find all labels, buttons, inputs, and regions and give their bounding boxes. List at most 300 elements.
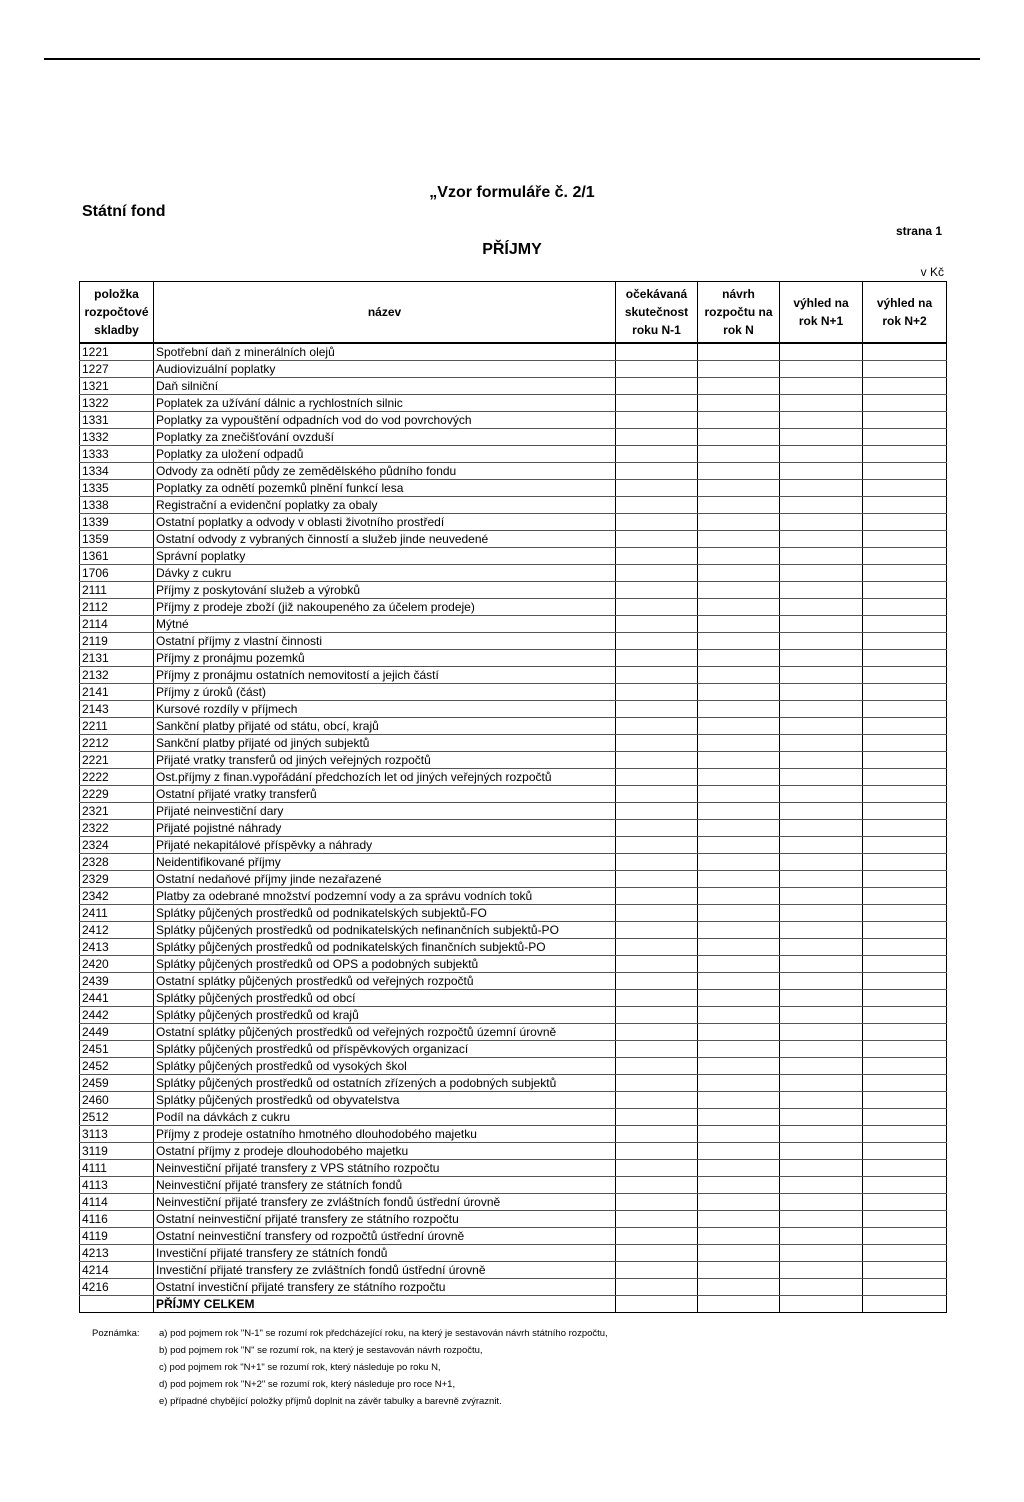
item-code: 2460 (80, 1092, 154, 1109)
item-code: 1339 (80, 514, 154, 531)
item-name: Neinvestiční přijaté transfery z VPS státního rozpočtu (154, 1160, 616, 1177)
value-cell (616, 582, 698, 599)
value-cell (616, 1262, 698, 1279)
value-cell (616, 395, 698, 412)
item-code: 2329 (80, 871, 154, 888)
value-cell (863, 395, 947, 412)
item-name: Mýtné (154, 616, 616, 633)
item-code: 1338 (80, 497, 154, 514)
value-cell (616, 412, 698, 429)
item-name: Dávky z cukru (154, 565, 616, 582)
table-row (80, 429, 947, 446)
item-code: 2412 (80, 922, 154, 939)
value-cell (698, 1041, 780, 1058)
item-code: 2452 (80, 1058, 154, 1075)
value-cell (863, 1143, 947, 1160)
item-name: Neinvestiční přijaté transfery ze zvláštních fondů ústřední úrovně (154, 1194, 616, 1211)
value-cell (698, 412, 780, 429)
item-name: Ostatní příjmy z vlastní činnosti (154, 633, 616, 650)
table-row (80, 1262, 947, 1279)
item-code: 1361 (80, 548, 154, 565)
value-cell (780, 1211, 863, 1228)
table-row (80, 1058, 947, 1075)
item-name: Splátky půjčených prostředků od podnikatelských subjektů-FO (154, 905, 616, 922)
table-row (80, 786, 947, 803)
value-cell (698, 463, 780, 480)
table-row (80, 480, 947, 497)
value-cell (863, 735, 947, 752)
value-cell (616, 497, 698, 514)
item-code: 2449 (80, 1024, 154, 1041)
value-cell (780, 650, 863, 667)
value-cell (780, 837, 863, 854)
value-cell (780, 905, 863, 922)
table-row (80, 990, 947, 1007)
value-cell (863, 871, 947, 888)
total-cell (780, 1296, 863, 1313)
value-cell (616, 446, 698, 463)
value-cell (616, 1126, 698, 1143)
value-cell (863, 378, 947, 395)
total-cell (698, 1296, 780, 1313)
item-code: 2413 (80, 939, 154, 956)
value-cell (616, 1279, 698, 1296)
column-header-line: rok N+2 (882, 314, 927, 328)
value-cell (698, 1058, 780, 1075)
value-cell (780, 752, 863, 769)
value-cell (698, 1075, 780, 1092)
column-header-line: rozpočtové (84, 305, 149, 319)
item-name: Splátky půjčených prostředků od OPS a podobných subjektů (154, 956, 616, 973)
value-cell (698, 1007, 780, 1024)
value-cell (780, 463, 863, 480)
item-name: Ostatní odvody z vybraných činností a služeb jinde neuvedené (154, 531, 616, 548)
item-name: Splátky půjčených prostředků od příspěvkových organizací (154, 1041, 616, 1058)
value-cell (616, 922, 698, 939)
value-cell (863, 956, 947, 973)
value-cell (863, 905, 947, 922)
value-cell (780, 888, 863, 905)
item-name: Ostatní splátky půjčených prostředků od veřejných rozpočtů územní úrovně (154, 1024, 616, 1041)
item-name: Poplatky za uložení odpadů (154, 446, 616, 463)
table-row (80, 1279, 947, 1296)
value-cell (616, 990, 698, 1007)
value-cell (616, 480, 698, 497)
value-cell (780, 939, 863, 956)
table-row (80, 446, 947, 463)
value-cell (698, 837, 780, 854)
item-code: 2222 (80, 769, 154, 786)
value-cell (616, 1177, 698, 1194)
value-cell (780, 1126, 863, 1143)
note-line: d) pod pojmem rok "N+2" se rozumí rok, který následuje pro roce N+1, (159, 1379, 456, 1390)
item-name: Přijaté nekapitálové příspěvky a náhrady (154, 837, 616, 854)
column-header-line: výhled na (876, 296, 933, 310)
value-cell (698, 446, 780, 463)
value-cell (780, 684, 863, 701)
value-cell (698, 361, 780, 378)
item-code: 2321 (80, 803, 154, 820)
value-cell (698, 497, 780, 514)
value-cell (698, 395, 780, 412)
item-code: 1221 (80, 343, 154, 361)
item-name: Neidentifikované příjmy (154, 854, 616, 871)
value-cell (863, 1041, 947, 1058)
item-code: 2114 (80, 616, 154, 633)
form-title: „Vzor formuláře č. 2/1 (429, 184, 595, 201)
value-cell (616, 650, 698, 667)
value-cell (698, 684, 780, 701)
value-cell (616, 548, 698, 565)
value-cell (698, 939, 780, 956)
item-code: 1322 (80, 395, 154, 412)
value-cell (863, 1279, 947, 1296)
column-header-outlook-2 (863, 282, 947, 344)
total-cell (80, 1296, 154, 1313)
item-name: Audiovizuální poplatky (154, 361, 616, 378)
table-row (80, 820, 947, 837)
value-cell (698, 429, 780, 446)
item-name: Příjmy z prodeje ostatního hmotného dlouhodobého majetku (154, 1126, 616, 1143)
item-code: 2439 (80, 973, 154, 990)
value-cell (616, 718, 698, 735)
item-code: 2131 (80, 650, 154, 667)
value-cell (863, 1228, 947, 1245)
item-code: 1334 (80, 463, 154, 480)
item-code: 3119 (80, 1143, 154, 1160)
item-name: Správní poplatky (154, 548, 616, 565)
item-name: Sankční platby přijaté od jiných subjektů (154, 735, 616, 752)
value-cell (780, 1041, 863, 1058)
value-cell (616, 752, 698, 769)
item-code: 2212 (80, 735, 154, 752)
table-row (80, 939, 947, 956)
page-number: strana 1 (895, 224, 942, 238)
value-cell (863, 1024, 947, 1041)
value-cell (780, 429, 863, 446)
table-row (80, 803, 947, 820)
value-cell (863, 480, 947, 497)
item-name: Investiční přijaté transfery ze zvláštních fondů ústřední úrovně (154, 1262, 616, 1279)
value-cell (616, 531, 698, 548)
value-cell (698, 718, 780, 735)
table-row (80, 548, 947, 565)
value-cell (863, 1007, 947, 1024)
value-cell (616, 1228, 698, 1245)
item-code: 2512 (80, 1109, 154, 1126)
value-cell (863, 718, 947, 735)
value-cell (616, 854, 698, 871)
value-cell (863, 854, 947, 871)
value-cell (780, 1109, 863, 1126)
value-cell (780, 973, 863, 990)
value-cell (698, 514, 780, 531)
top-rule (44, 58, 980, 60)
fund-label: Státní fond (82, 203, 166, 220)
value-cell (780, 1024, 863, 1041)
item-name: Poplatek za užívání dálnic a rychlostních silnic (154, 395, 616, 412)
value-cell (616, 616, 698, 633)
value-cell (780, 395, 863, 412)
item-code: 4116 (80, 1211, 154, 1228)
item-code: 2119 (80, 633, 154, 650)
item-name: Poplatky za odnětí pozemků plnění funkcí lesa (154, 480, 616, 497)
item-name: Příjmy z poskytování služeb a výrobků (154, 582, 616, 599)
table-row (80, 956, 947, 973)
item-name: Ostatní neinvestiční transfery od rozpočtů ústřední úrovně (154, 1228, 616, 1245)
section-title: PŘÍJMY (482, 241, 542, 258)
item-code: 2328 (80, 854, 154, 871)
value-cell (780, 735, 863, 752)
value-cell (698, 888, 780, 905)
value-cell (863, 1262, 947, 1279)
table-row (80, 1092, 947, 1109)
value-cell (863, 412, 947, 429)
value-cell (780, 718, 863, 735)
table-row (80, 1143, 947, 1160)
value-cell (863, 582, 947, 599)
value-cell (698, 956, 780, 973)
item-code: 4214 (80, 1262, 154, 1279)
value-cell (780, 667, 863, 684)
value-cell (863, 650, 947, 667)
item-name: Ostatní přijaté vratky transferů (154, 786, 616, 803)
item-name: Ostatní neinvestiční přijaté transfery ze státního rozpočtu (154, 1211, 616, 1228)
value-cell (698, 701, 780, 718)
value-cell (698, 582, 780, 599)
column-header-line: položka (94, 287, 139, 301)
value-cell (863, 803, 947, 820)
value-cell (780, 1058, 863, 1075)
value-cell (863, 667, 947, 684)
table-row (80, 684, 947, 701)
value-cell (616, 1109, 698, 1126)
value-cell (780, 633, 863, 650)
item-name: Ostatní investiční přijaté transfery ze státního rozpočtu (154, 1279, 616, 1296)
value-cell (863, 769, 947, 786)
table-row (80, 633, 947, 650)
total-cell (863, 1296, 947, 1313)
item-code: 4213 (80, 1245, 154, 1262)
value-cell (698, 531, 780, 548)
value-cell (863, 990, 947, 1007)
item-name: Poplatky za vypouštění odpadních vod do vod povrchových (154, 412, 616, 429)
table-row (80, 463, 947, 480)
column-header-proposal (698, 282, 780, 344)
value-cell (616, 667, 698, 684)
value-cell (616, 1075, 698, 1092)
item-code: 2420 (80, 956, 154, 973)
item-code: 2112 (80, 599, 154, 616)
value-cell (780, 1160, 863, 1177)
value-cell (863, 1245, 947, 1262)
item-name: Příjmy z prodeje zboží (již nakoupeného za účelem prodeje) (154, 599, 616, 616)
item-code: 4111 (80, 1160, 154, 1177)
value-cell (863, 837, 947, 854)
value-cell (698, 871, 780, 888)
value-cell (616, 463, 698, 480)
value-cell (616, 905, 698, 922)
item-code: 2143 (80, 701, 154, 718)
value-cell (780, 480, 863, 497)
value-cell (863, 939, 947, 956)
value-cell (780, 1007, 863, 1024)
value-cell (780, 531, 863, 548)
item-code: 2451 (80, 1041, 154, 1058)
value-cell (616, 343, 698, 361)
value-cell (863, 1177, 947, 1194)
item-code: 2221 (80, 752, 154, 769)
value-cell (616, 701, 698, 718)
value-cell (863, 1058, 947, 1075)
item-code: 2211 (80, 718, 154, 735)
value-cell (698, 1262, 780, 1279)
notes-lines (159, 1328, 859, 1413)
value-cell (780, 701, 863, 718)
item-name: Ostatní splátky půjčených prostředků od veřejných rozpočtů (154, 973, 616, 990)
table-row (80, 1024, 947, 1041)
value-cell (698, 786, 780, 803)
column-header-line: rok N+1 (798, 314, 844, 328)
column-header-line: skutečnost (624, 305, 689, 319)
table-row (80, 497, 947, 514)
value-cell (780, 343, 863, 361)
table-row (80, 1194, 947, 1211)
value-cell (616, 378, 698, 395)
value-cell (616, 514, 698, 531)
value-cell (616, 769, 698, 786)
value-cell (616, 1092, 698, 1109)
item-code: 1321 (80, 378, 154, 395)
value-cell (616, 1194, 698, 1211)
item-code: 2442 (80, 1007, 154, 1024)
value-cell (616, 361, 698, 378)
value-cell (780, 1143, 863, 1160)
note-line: e) případné chybějící položky příjmů doplnit na závěr tabulky a barevně zvýraznit. (159, 1396, 502, 1407)
item-code: 2322 (80, 820, 154, 837)
value-cell (863, 1194, 947, 1211)
item-name: Splátky půjčených prostředků od krajů (154, 1007, 616, 1024)
value-cell (698, 343, 780, 361)
table-row (80, 752, 947, 769)
value-cell (780, 1194, 863, 1211)
item-name: Registrační a evidenční poplatky za obaly (154, 497, 616, 514)
table-row (80, 395, 947, 412)
value-cell (863, 701, 947, 718)
item-code: 2132 (80, 667, 154, 684)
table-row (80, 616, 947, 633)
table-row (80, 531, 947, 548)
value-cell (863, 684, 947, 701)
item-name: Ostatní poplatky a odvody v oblasti životního prostředí (154, 514, 616, 531)
column-header-line: roku N-1 (632, 323, 681, 337)
revenue-table (79, 281, 947, 1313)
item-code: 4119 (80, 1228, 154, 1245)
value-cell (698, 752, 780, 769)
value-cell (863, 446, 947, 463)
column-header-line: skladby (94, 323, 139, 337)
value-cell (698, 803, 780, 820)
value-cell (698, 1194, 780, 1211)
note-line: b) pod pojmem rok "N" se rozumí rok, na který je sestavován návrh rozpočtu, (159, 1345, 483, 1356)
item-code: 1359 (80, 531, 154, 548)
value-cell (780, 956, 863, 973)
item-name: Neinvestiční přijaté transfery ze státních fondů (154, 1177, 616, 1194)
item-code: 4114 (80, 1194, 154, 1211)
table-row (80, 361, 947, 378)
item-code: 2459 (80, 1075, 154, 1092)
table-row (80, 888, 947, 905)
column-header-line: výhled na (793, 296, 849, 310)
value-cell (616, 684, 698, 701)
value-cell (616, 565, 698, 582)
total-label: PŘÍJMY CELKEM (154, 1296, 616, 1313)
table-row (80, 650, 947, 667)
item-name: Investiční přijaté transfery ze státních fondů (154, 1245, 616, 1262)
column-header-code (80, 282, 154, 344)
value-cell (698, 650, 780, 667)
value-cell (616, 1160, 698, 1177)
value-cell (863, 922, 947, 939)
value-cell (616, 956, 698, 973)
value-cell (616, 803, 698, 820)
item-name: Sankční platby přijaté od státu, obcí, krajů (154, 718, 616, 735)
value-cell (780, 1092, 863, 1109)
table-row (80, 667, 947, 684)
total-row (80, 1296, 947, 1313)
value-cell (616, 1058, 698, 1075)
value-cell (698, 854, 780, 871)
item-code: 4113 (80, 1177, 154, 1194)
value-cell (698, 565, 780, 582)
value-cell (698, 1228, 780, 1245)
value-cell (780, 786, 863, 803)
item-name: Splátky půjčených prostředků od podnikatelských nefinančních subjektů-PO (154, 922, 616, 939)
value-cell (863, 531, 947, 548)
value-cell (698, 480, 780, 497)
item-name: Kursové rozdíly v příjmech (154, 701, 616, 718)
value-cell (780, 599, 863, 616)
table-header-row (80, 282, 947, 344)
table-row (80, 854, 947, 871)
value-cell (616, 1245, 698, 1262)
value-cell (616, 837, 698, 854)
value-cell (863, 616, 947, 633)
value-cell (863, 361, 947, 378)
table-row (80, 1245, 947, 1262)
table-body (80, 343, 947, 1313)
value-cell (616, 429, 698, 446)
item-code: 2411 (80, 905, 154, 922)
value-cell (616, 820, 698, 837)
value-cell (780, 922, 863, 939)
table-row (80, 599, 947, 616)
value-cell (863, 633, 947, 650)
item-name: Odvody za odnětí půdy ze zemědělského půdního fondu (154, 463, 616, 480)
column-header-line: návrh (722, 287, 755, 301)
table-row (80, 718, 947, 735)
column-header-line: očekávaná (625, 287, 688, 301)
value-cell (863, 343, 947, 361)
total-cell (616, 1296, 698, 1313)
item-code: 2141 (80, 684, 154, 701)
value-cell (616, 1024, 698, 1041)
table-row (80, 973, 947, 990)
item-code: 3113 (80, 1126, 154, 1143)
value-cell (698, 378, 780, 395)
item-code: 4216 (80, 1279, 154, 1296)
value-cell (780, 446, 863, 463)
